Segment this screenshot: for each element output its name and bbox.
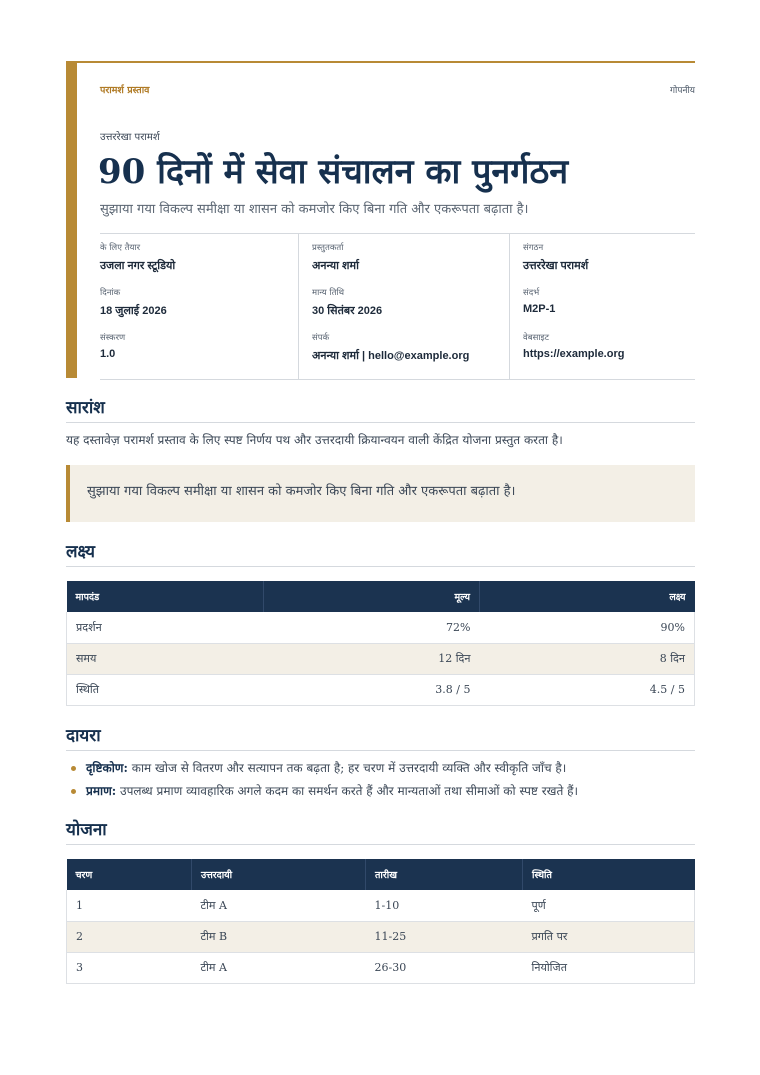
table-cell: 11-25 — [366, 921, 523, 952]
meta-organization — [523, 242, 695, 283]
plan-section — [66, 817, 695, 984]
table-row — [67, 643, 695, 674]
section-heading: दायरा — [66, 723, 695, 751]
meta-prepared-for — [100, 242, 298, 283]
column-header: तारीख — [366, 859, 523, 890]
summary-text: यह दस्तावेज़ परामर्श प्रस्ताव के लिए स्पष्ट निर्णय पथ और उत्तरदायी क्रियान्वयन वाली केंद्रित योजना प्रस्तुत करता है। — [66, 433, 563, 447]
meta-contact — [312, 332, 509, 373]
table-cell: प्रदर्शन — [67, 612, 264, 643]
column-header: उत्तरदायी — [192, 859, 366, 890]
organization-kicker: उत्तररेखा परामर्श — [100, 132, 160, 143]
table-cell: नियोजित — [523, 952, 695, 983]
table-cell: 3 — [67, 952, 192, 983]
meta-label: संस्करण — [100, 333, 126, 343]
list-item-term: दृष्टिकोण: — [86, 761, 128, 775]
table-row — [67, 921, 695, 952]
table-cell: पूर्ण — [523, 890, 695, 921]
meta-label: संदर्भ — [523, 288, 540, 298]
meta-value: अनन्या शर्मा | hello@example.org — [312, 350, 470, 362]
section-heading: लक्ष्य — [66, 539, 695, 567]
table-cell: 1 — [67, 890, 192, 921]
table-cell: 2 — [67, 921, 192, 952]
document-subtitle: सुझाया गया विकल्प समीक्षा या शासन को कमजोर किए बिना गति और एकरूपता बढ़ाता है। — [100, 202, 529, 217]
meta-value: 18 जुलाई 2026 — [100, 305, 167, 317]
plan-table — [66, 859, 695, 984]
goals-table — [66, 581, 695, 706]
meta-value: https://example.org — [523, 348, 625, 360]
table-cell: 26-30 — [366, 952, 523, 983]
metadata-column — [100, 234, 298, 379]
metadata-column — [298, 234, 509, 379]
meta-label: संपर्क — [312, 333, 330, 343]
meta-reference — [523, 287, 695, 328]
table-row — [67, 612, 695, 643]
confidential-label: गोपनीय — [669, 86, 695, 96]
meta-label: संगठन — [523, 243, 544, 253]
column-header: स्थिति — [523, 859, 695, 890]
highlight-callout: सुझाया गया विकल्प समीक्षा या शासन को कमजोर किए बिना गति और एकरूपता बढ़ाता है। — [66, 465, 695, 522]
section-heading: योजना — [66, 817, 695, 845]
meta-label: के लिए तैयार — [100, 243, 141, 253]
table-cell: 4.5 / 5 — [480, 674, 695, 705]
meta-label: मान्य तिथि — [312, 288, 345, 298]
table-cell: प्रगति पर — [523, 921, 695, 952]
table-cell: टीम A — [192, 952, 366, 983]
list-item — [66, 782, 695, 805]
meta-valid-until — [312, 287, 509, 328]
meta-presenter — [312, 242, 509, 283]
metadata-column — [509, 234, 695, 379]
column-header: लक्ष्य — [480, 581, 695, 612]
meta-value: उत्तररेखा परामर्श — [523, 260, 589, 272]
meta-value: उजला नगर स्टूडियो — [100, 260, 176, 272]
column-header: मापदंड — [67, 581, 264, 612]
table-row — [67, 674, 695, 705]
document-title: 90 दिनों में सेवा संचालन का पुनर्गठन — [98, 152, 569, 192]
table-cell: 72% — [264, 612, 480, 643]
meta-label: वेबसाइट — [523, 333, 549, 343]
document-type-label: परामर्श प्रस्ताव — [100, 85, 150, 96]
meta-website — [523, 332, 695, 373]
summary-section — [66, 395, 695, 522]
meta-value: अनन्या शर्मा — [312, 260, 359, 272]
list-item-term: प्रमाण: — [86, 784, 117, 798]
table-cell: 12 दिन — [264, 643, 480, 674]
table-header-row — [67, 859, 695, 890]
list-item-text: उपलब्ध प्रमाण व्यावहारिक अगले कदम का समर्थन करते हैं और मान्यताओं तथा सीमाओं को स्पष्ट रखते हैं। — [116, 784, 579, 798]
table-header-row — [67, 581, 695, 612]
meta-value: 30 सितंबर 2026 — [312, 305, 383, 317]
column-header: मूल्य — [264, 581, 480, 612]
table-cell: 1-10 — [366, 890, 523, 921]
table-cell: 3.8 / 5 — [264, 674, 480, 705]
table-row — [67, 890, 695, 921]
list-item-text: काम खोज से वितरण और सत्यापन तक बढ़ता है; हर चरण में उत्तरदायी व्यक्ति और स्वीकृति जाँच है। — [127, 761, 567, 775]
meta-label: दिनांक — [100, 288, 121, 298]
goals-section — [66, 539, 695, 706]
cover-header — [66, 61, 695, 376]
document-page — [66, 61, 695, 376]
table-cell: समय — [67, 643, 264, 674]
scope-list — [66, 759, 695, 805]
meta-value: M2P-1 — [523, 303, 556, 315]
meta-version — [100, 332, 298, 373]
meta-date — [100, 287, 298, 328]
meta-value: 1.0 — [100, 348, 116, 360]
table-cell: टीम A — [192, 890, 366, 921]
table-row — [67, 952, 695, 983]
accent-bar — [66, 61, 77, 378]
section-heading: सारांश — [66, 395, 695, 423]
table-cell: स्थिति — [67, 674, 264, 705]
table-cell: 8 दिन — [480, 643, 695, 674]
meta-label: प्रस्तुतकर्ता — [312, 243, 344, 253]
column-header: चरण — [67, 859, 192, 890]
list-item — [66, 759, 695, 782]
table-cell: टीम B — [192, 921, 366, 952]
table-cell: 90% — [480, 612, 695, 643]
scope-section — [66, 723, 695, 805]
metadata-grid — [100, 233, 695, 380]
